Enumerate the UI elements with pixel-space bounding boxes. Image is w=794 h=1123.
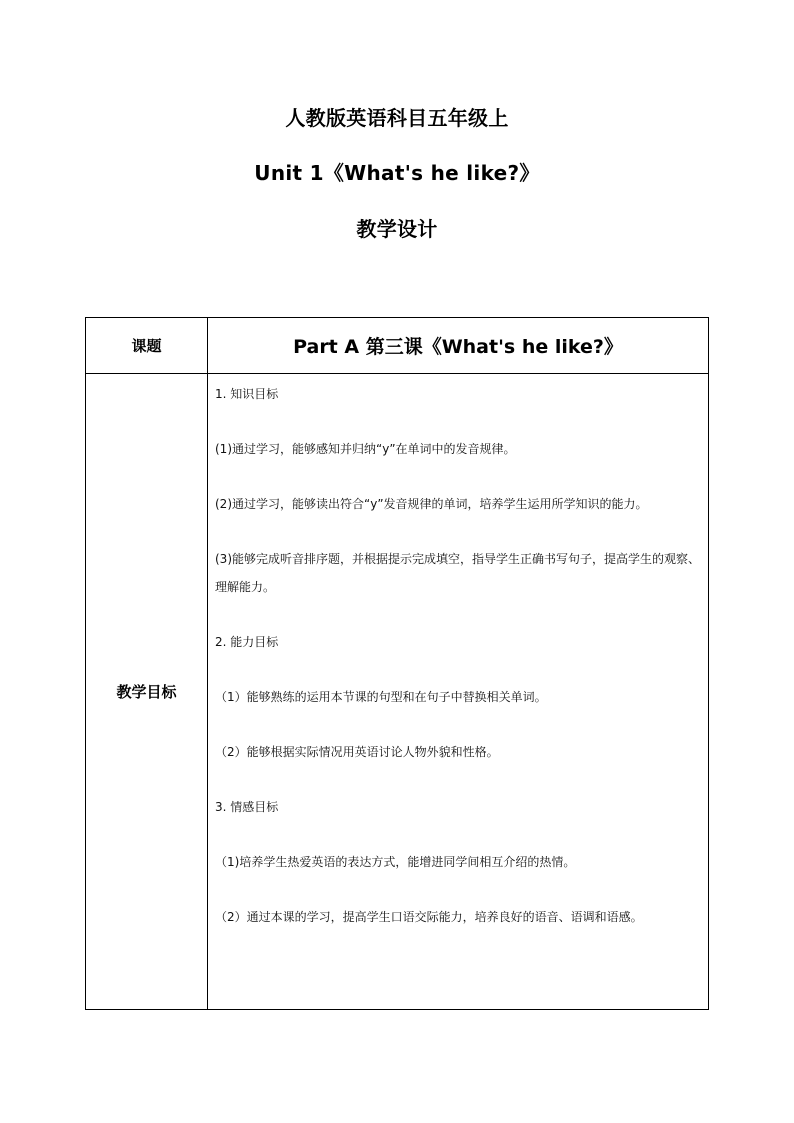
- objective-heading-emotion: 3. 情感目标: [215, 799, 279, 814]
- objective-heading-knowledge: 1. 知识目标: [215, 387, 279, 401]
- objective-item: （1）能够熟练的运用本节课的句型和在句子中替换相关单词。: [215, 689, 547, 704]
- unit-title: Unit 1《What's he like?》: [254, 161, 540, 185]
- lesson-plan-table: [85, 317, 709, 1010]
- topic-value: Part A 第三课《What's he like?》: [208, 318, 709, 374]
- objective-item: （1)培养学生热爱英语的表达方式，能增进同学间相互介绍的热情。: [215, 854, 576, 869]
- topic-label: 课题: [86, 318, 208, 374]
- objective-item: (1)通过学习，能够感知并归纳“y”在单词中的发音规律。: [215, 442, 516, 456]
- objective-item: (3)能够完成听音排序题，并根据提示完成填空，指导学生正确书写句子，提高学生的观察、理解能力。: [215, 552, 701, 594]
- table-row-topic: [86, 318, 709, 374]
- document-subtitle: 教学设计: [356, 217, 438, 241]
- objective-item: （2）能够根据实际情况用英语讨论人物外貌和性格。: [215, 744, 499, 759]
- objective-heading-ability: 2. 能力目标: [215, 634, 279, 649]
- document-title: 人教版英语科目五年级上: [285, 106, 509, 130]
- table-row-objectives: [86, 374, 709, 1010]
- objective-item: (2)通过学习，能够读出符合“y”发音规律的单词，培养学生运用所学知识的能力。: [215, 497, 648, 511]
- objectives-label: 教学目标: [86, 374, 208, 1010]
- objective-item: （2）通过本课的学习，提高学生口语交际能力，培养良好的语音、语调和语感。: [215, 909, 643, 924]
- objectives-content: [208, 374, 709, 1010]
